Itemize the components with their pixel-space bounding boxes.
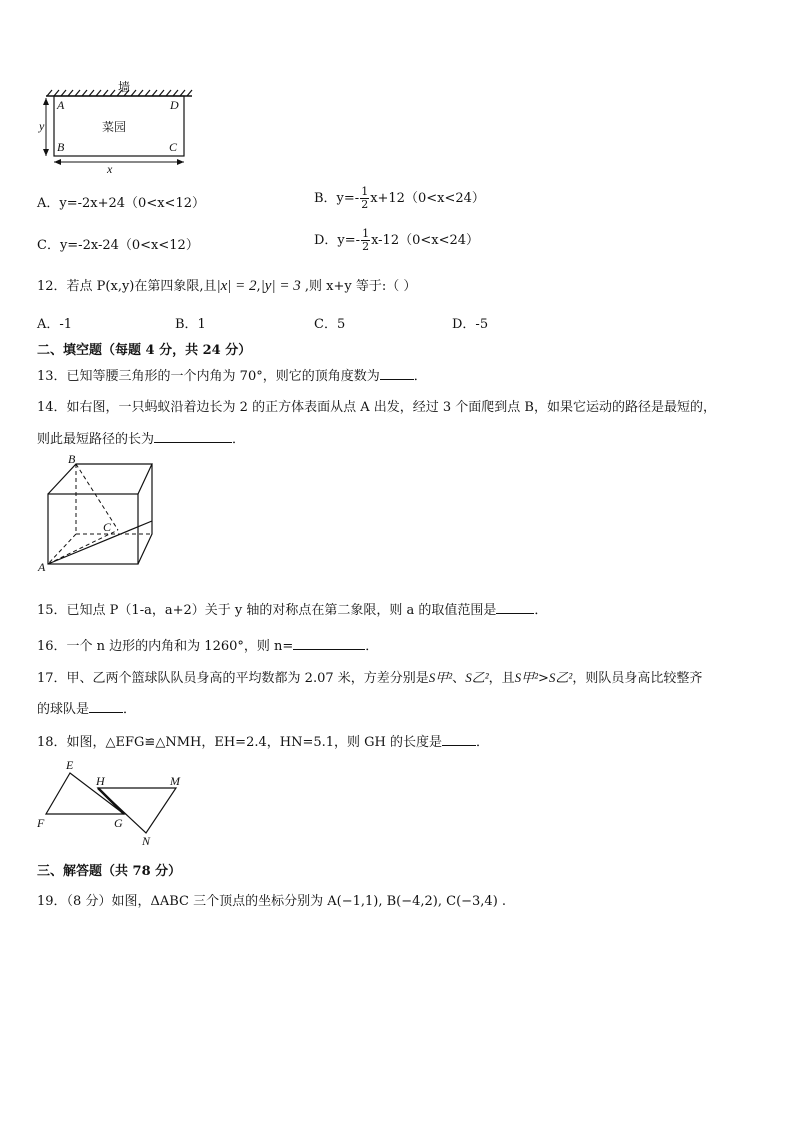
q11-option-b-prefix: B．y=- [314, 191, 360, 206]
greater-than-symbol: > [538, 671, 549, 686]
q11-option-d [314, 228, 479, 253]
garden-label: 菜园 [102, 120, 127, 134]
abs-x-formula: |x| = 2 [216, 278, 257, 294]
q14-text: 则此最短路径的长为 [37, 432, 155, 447]
q18-text: 18．如图，△EFG≌△NMH，EH=2.4，HN=5.1，则 GH 的长度是 [37, 735, 443, 750]
q17-separator: 、 [452, 671, 466, 686]
point-label-b: B [57, 140, 65, 154]
point-label-d: D [170, 98, 179, 112]
point-label-e: E [66, 758, 74, 772]
point-label-f: F [37, 816, 45, 830]
section-3-heading: 三、解答题（共 78 分） [37, 864, 182, 879]
q17-text-end: ，则队员身高比较整齐 [572, 671, 703, 686]
q11-option-c: C．y=-2x-24（0<x<12） [37, 238, 199, 253]
q12-option-c: C．5 [314, 317, 346, 332]
garden-figure [30, 78, 200, 178]
q12-option-b: B．1 [175, 317, 206, 332]
point-label-b: B [68, 452, 76, 466]
variance-jia: S甲² [428, 670, 453, 685]
q15-text: 15．已知点 P（1-a，a+2）关于 y 轴的对称点在第二象限，则 a 的取值范围是 [37, 603, 497, 618]
answer-blank [154, 430, 232, 443]
answer-blank [293, 637, 365, 650]
point-label-g: G [114, 816, 123, 830]
q17-text: 的球队是 [37, 702, 90, 717]
fraction-numerator: 1 [362, 227, 370, 240]
width-label-x: x [107, 162, 113, 176]
question-16 [37, 635, 378, 654]
question-14-line-2 [37, 428, 245, 447]
question-15 [37, 599, 547, 618]
q15-end: ． [534, 603, 548, 618]
question-19: 19．（8 分）如图，ΔABC 三个顶点的坐标分别为 A(−1,1), B(−4,2), C(−3,4) . [37, 894, 507, 909]
fraction-denominator: 2 [361, 198, 369, 211]
variance-yi: S乙² [465, 670, 489, 685]
question-17-line-1 [37, 667, 702, 686]
answer-blank [442, 733, 476, 746]
point-label-h: H [96, 774, 105, 788]
q16-end: ． [365, 639, 379, 654]
q13-end: ． [413, 369, 427, 384]
fraction-numerator: 1 [361, 185, 369, 198]
q16-text: 16．一个 n 边形的内角和为 1260°，则 n= [37, 639, 294, 654]
answer-blank [496, 601, 534, 614]
point-label-c: C [169, 140, 178, 154]
point-label-n: N [142, 834, 151, 848]
fraction-one-half [360, 186, 369, 211]
answer-blank [89, 700, 123, 713]
cube-figure [34, 450, 164, 574]
q12-option-d: D．-5 [452, 317, 489, 332]
question-13 [37, 365, 427, 384]
q17-text: 17．甲、乙两个篮球队队员身高的平均数都为 2.07 米，方差分别是 [37, 671, 429, 686]
question-12 [37, 275, 416, 295]
q14-end: ． [232, 432, 246, 447]
abs-y-formula: |y| = 3 [260, 278, 301, 294]
fraction-one-half [361, 228, 370, 253]
section-2-heading: 二、填空题（每题 4 分，共 24 分） [37, 343, 252, 358]
q12-option-a: A．-1 [37, 317, 73, 332]
question-17-line-2 [37, 698, 136, 717]
q17-connector: ，且 [488, 671, 515, 686]
q11-option-d-prefix: D．y=- [314, 233, 361, 248]
q12-stem: 12．若点 P(x,y)在第四象限,且 [37, 279, 217, 294]
variance-jia: S甲² [514, 670, 539, 685]
q11-option-d-suffix: x-12（0<x<24） [371, 233, 480, 248]
wall-label: 墙 [118, 80, 131, 94]
variance-yi: S乙² [548, 670, 573, 685]
point-label-c: C [103, 520, 112, 534]
q11-option-a: A．y=-2x+24（0<x<12） [37, 196, 205, 211]
congruent-triangles-figure [34, 757, 194, 849]
q13-text: 13．已知等腰三角形的一个内角为 70°，则它的顶角度数为 [37, 369, 380, 384]
q18-end: ． [476, 735, 490, 750]
q17-end: ． [123, 702, 137, 717]
question-18 [37, 731, 489, 750]
q12-stem-end: ,则 x+y 等于:（ ） [300, 279, 417, 294]
height-label-y: y [39, 119, 45, 133]
q11-option-b-suffix: x+12（0<x<24） [370, 191, 485, 206]
question-14-line-1: 14．如右图，一只蚂蚁沿着边长为 2 的正方体表面从点 A 出发，经过 3 个面爬到点 B，如果它运动的路径是最短的， [37, 400, 716, 415]
fraction-denominator: 2 [362, 240, 370, 253]
answer-blank [380, 367, 414, 380]
q11-option-b [314, 186, 485, 211]
point-label-a: A [38, 560, 46, 574]
point-label-a: A [57, 98, 65, 112]
q12-separator: , [256, 279, 261, 294]
point-label-m: M [170, 774, 180, 788]
